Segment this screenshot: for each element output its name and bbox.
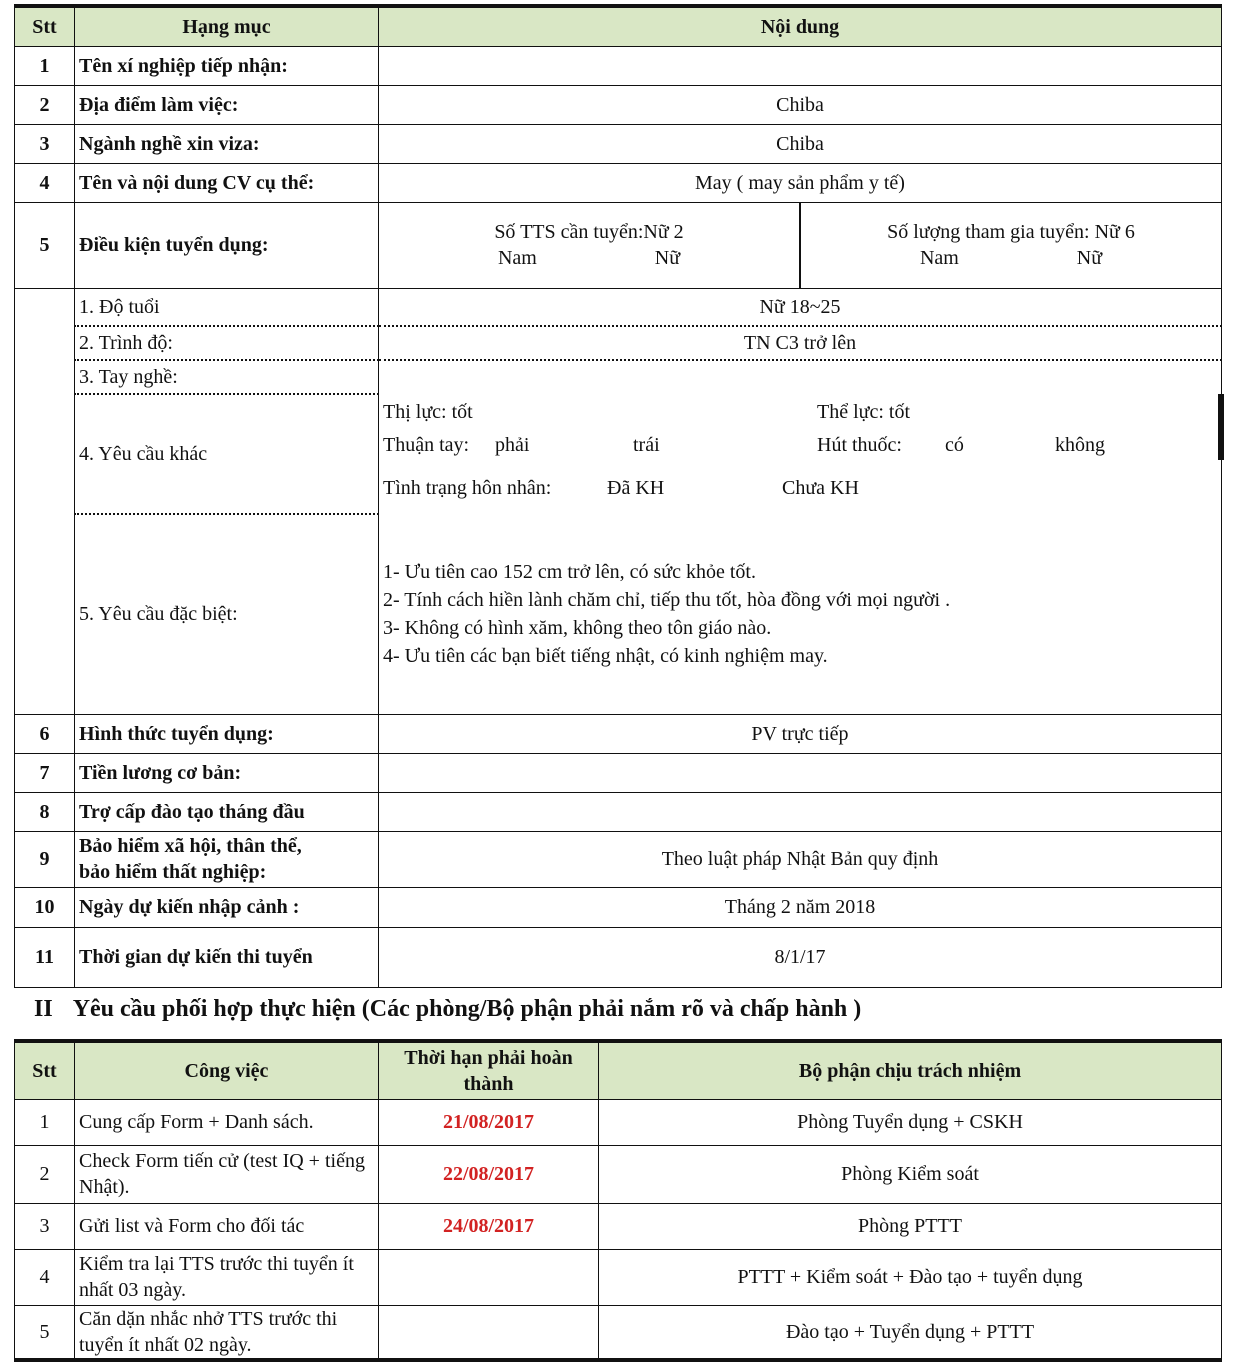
row-label: Ngày dự kiến nhập cảnh : [75, 887, 379, 927]
margin-mark [1218, 394, 1224, 460]
row-label: Ngành nghề xin viza: [75, 124, 379, 163]
edu-label: 2. Trình độ: [75, 326, 379, 360]
smoking-yes: có [945, 434, 964, 456]
row-deadline [379, 1305, 599, 1360]
row-value [379, 46, 1222, 85]
table-row [15, 1305, 1222, 1360]
row-stt: 11 [15, 927, 75, 987]
participant-male-label: Nam [919, 247, 959, 269]
age-value: Nữ 18~25 [379, 288, 1222, 326]
row-label: Trợ cấp đào tạo tháng đầu [75, 792, 379, 831]
handedness-right: phải [495, 434, 530, 456]
needed-count-text: Số TTS cần tuyển:Nữ 2 [494, 221, 684, 243]
row-deadline: 21/08/2017 [379, 1099, 599, 1145]
row-dept: Đào tạo + Tuyển dụng + PTTT [599, 1305, 1222, 1360]
fitness: Thể lực: tốt [817, 401, 911, 423]
row-label-line2: bảo hiểm thất nghiệp: [79, 861, 267, 883]
needed-female-label: Nữ [654, 247, 681, 269]
table-row [15, 202, 1222, 288]
row-stt: 1 [15, 1099, 75, 1145]
table-row [15, 1099, 1222, 1145]
header-stt: Stt [15, 1041, 75, 1099]
table-row [15, 1203, 1222, 1249]
header-deadline [379, 1041, 599, 1099]
edu-value: TN C3 trở lên [379, 326, 1222, 360]
row-value: Tháng 2 năm 2018 [379, 887, 1222, 927]
special-requirements [379, 514, 1222, 714]
table-row [15, 163, 1222, 202]
condition-age-row [15, 288, 1222, 326]
table-row [15, 1249, 1222, 1305]
row-value: Chiba [379, 124, 1222, 163]
table-row [15, 714, 1222, 753]
header-deadline-line2: thành [463, 1072, 514, 1095]
special-item: 1- Ưu tiên cao 152 cm trở lên, có sức khỏe tốt. [383, 561, 756, 583]
row-stt: 5 [15, 202, 75, 288]
header-deadline-line1: Thời hạn phải hoàn [404, 1046, 573, 1069]
table-row [15, 887, 1222, 927]
row-value: Chiba [379, 85, 1222, 124]
row-value: May ( may sản phẩm y tế) [379, 163, 1222, 202]
table-row [15, 85, 1222, 124]
table-row [15, 831, 1222, 887]
row-label [75, 831, 379, 887]
special-item: 2- Tính cách hiền lành chăm chỉ, tiếp thu tốt, hòa đồng với mọi người . [383, 589, 951, 611]
table-row [15, 792, 1222, 831]
row-label: Tên xí nghiệp tiếp nhận: [75, 46, 379, 85]
smoking-label: Hút thuốc: [817, 434, 902, 456]
skill-label: 3. Tay nghề: [75, 360, 379, 394]
table-row [15, 1145, 1222, 1203]
table-row [15, 927, 1222, 987]
row-stt: 4 [15, 1249, 75, 1305]
table-row [15, 124, 1222, 163]
row-task: Gửi list và Form cho đối tác [75, 1203, 379, 1249]
row-label: Địa điểm làm việc: [75, 85, 379, 124]
special-item: 4- Ưu tiên các bạn biết tiếng nhật, có kinh nghiệm may. [383, 645, 828, 667]
handedness-left: trái [633, 434, 660, 456]
condition-special-row [15, 514, 1222, 714]
row-value: PV trực tiếp [379, 714, 1222, 753]
condition-skill-row [15, 360, 1222, 394]
row-label: Thời gian dự kiến thi tuyển [75, 927, 379, 987]
recruit-count-cell [379, 202, 1222, 288]
row-dept: Phòng PTTT [599, 1203, 1222, 1249]
row-dept: Phòng Tuyển dụng + CSKH [599, 1099, 1222, 1145]
row-dept: PTTT + Kiểm soát + Đào tạo + tuyển dụng [599, 1249, 1222, 1305]
special-label: 5. Yêu cầu đặc biệt: [75, 514, 379, 714]
row-deadline [379, 1249, 599, 1305]
row-stt: 5 [15, 1305, 75, 1360]
section-title-text: Yêu cầu phối hợp thực hiện (Các phòng/Bộ phận phải nắm rõ và chấp hành ) [72, 996, 862, 1022]
row-task: Kiểm tra lại TTS trước thi tuyển ít nhất 03 ngày. [75, 1249, 379, 1305]
header-category: Hạng mục [75, 6, 379, 46]
coordination-table [14, 1039, 1222, 1362]
header-task: Công việc [75, 1041, 379, 1099]
row-task: Cung cấp Form + Danh sách. [75, 1099, 379, 1145]
row-stt: 2 [15, 85, 75, 124]
row-stt: 6 [15, 714, 75, 753]
row-stt: 3 [15, 1203, 75, 1249]
eyesight: Thị lực: tốt [383, 401, 473, 423]
special-item: 3- Không có hình xăm, không theo tôn giáo nào. [383, 617, 772, 639]
row-label: Tên và nội dung CV cụ thể: [75, 163, 379, 202]
table-row [15, 46, 1222, 85]
row-label: Điều kiện tuyển dụng: [75, 202, 379, 288]
participant-count-text: Số lượng tham gia tuyển: Nữ 6 [887, 221, 1135, 243]
row-stt: 4 [15, 163, 75, 202]
row-label-line1: Bảo hiểm xã hội, thân thể, [79, 835, 302, 857]
marital-married: Đã KH [607, 477, 665, 499]
header-dept: Bộ phận chịu trách nhiệm [599, 1041, 1222, 1099]
row-stt: 3 [15, 124, 75, 163]
row-dept: Phòng Kiểm soát [599, 1145, 1222, 1203]
participant-count [801, 203, 1221, 288]
section-roman: II [34, 996, 53, 1022]
row-stt: 2 [15, 1145, 75, 1203]
recruitment-info-table [14, 4, 1222, 988]
marital-single: Chưa KH [782, 477, 859, 499]
condition-stt-empty [15, 288, 75, 714]
smoking-no: không [1055, 434, 1105, 456]
row-stt: 10 [15, 887, 75, 927]
table-header [15, 6, 1222, 46]
other-requirements-cell [379, 360, 1222, 514]
other-label: 4. Yêu cầu khác [75, 394, 379, 514]
header-content: Nội dung [379, 6, 1222, 46]
handedness-label: Thuận tay: [383, 434, 470, 456]
row-deadline: 22/08/2017 [379, 1145, 599, 1203]
table-header [15, 1041, 1222, 1099]
header-stt: Stt [15, 6, 75, 46]
needed-count [379, 203, 801, 288]
row-stt: 7 [15, 753, 75, 792]
row-label: Tiền lương cơ bản: [75, 753, 379, 792]
table-row [15, 753, 1222, 792]
participant-female-label: Nữ [1076, 247, 1103, 269]
row-value: Theo luật pháp Nhật Bản quy định [379, 831, 1222, 887]
row-value [379, 792, 1222, 831]
row-stt: 1 [15, 46, 75, 85]
condition-edu-row [15, 326, 1222, 360]
row-value [379, 753, 1222, 792]
needed-male-label: Nam [497, 247, 537, 269]
row-task: Căn dặn nhắc nhở TTS trước thi tuyển ít nhất 02 ngày. [75, 1305, 379, 1360]
age-label: 1. Độ tuổi [75, 288, 379, 326]
row-value: 8/1/17 [379, 927, 1222, 987]
row-stt: 8 [15, 792, 75, 831]
row-deadline: 24/08/2017 [379, 1203, 599, 1249]
marital-label: Tình trạng hôn nhân: [383, 477, 552, 499]
row-label: Hình thức tuyển dụng: [75, 714, 379, 753]
row-stt: 9 [15, 831, 75, 887]
row-task: Check Form tiến cử (test IQ + tiếng Nhật). [75, 1145, 379, 1203]
section-title [34, 996, 881, 1023]
